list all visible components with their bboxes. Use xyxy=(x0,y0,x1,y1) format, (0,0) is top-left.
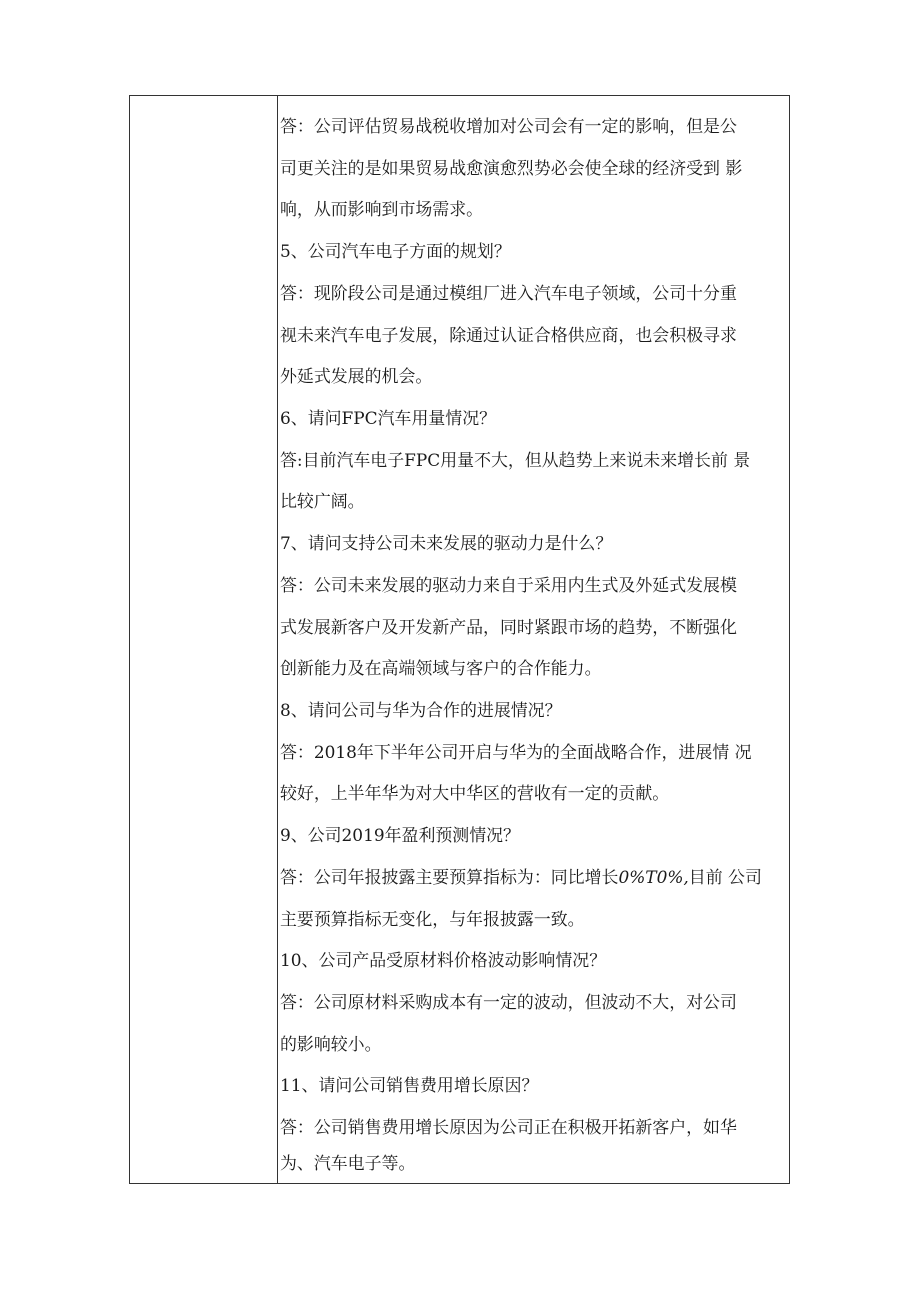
answer-9-line-2: 主要预算指标无变化，与年报披露一致。 xyxy=(280,909,585,929)
answer-9-range: 0%T0%, xyxy=(618,867,689,887)
text-line: 为、汽车电子等。 xyxy=(280,1153,416,1173)
text-line: 比较广阔。 xyxy=(280,491,365,511)
text-line: 式发展新客户及开发新产品，同时紧跟市场的趋势，不断强化 xyxy=(280,617,737,637)
question-7: 7、请问支持公司未来发展的驱动力是什么？ xyxy=(280,533,613,553)
table-right-column xyxy=(278,96,789,1183)
text-line: 答：2018年下半年公司开启与华为的全面战略合作，进展情 况 xyxy=(280,742,752,762)
question-9: 9、公司2019年盈利预测情况？ xyxy=(280,825,520,845)
text-line: 外延式发展的机会。 xyxy=(280,366,433,386)
text-line: 答：公司销售费用增长原因为公司正在积极开拓新客户，如华 xyxy=(280,1117,737,1137)
question-5: 5、公司汽车电子方面的规划？ xyxy=(280,241,511,261)
question-6: 6、请问FPC汽车用量情况？ xyxy=(280,408,497,428)
text-line: 司更关注的是如果贸易战愈演愈烈势必会使全球的经济受到 影 xyxy=(280,158,743,178)
question-8: 8、请问公司与华为合作的进展情况？ xyxy=(280,700,562,720)
text-line: 视未来汽车电子发展，除通过认证合格供应商，也会积极寻求 xyxy=(280,325,737,345)
text-line: 答：公司未来发展的驱动力来自于采用内生式及外延式发展模 xyxy=(280,575,737,595)
question-10: 10、公司产品受原材料价格波动影响情况？ xyxy=(280,950,607,970)
text-line: 响，从而影响到市场需求。 xyxy=(280,199,484,219)
text-line: 创新能力及在高端领域与客户的合作能力。 xyxy=(280,658,602,678)
text-line: 答：公司原材料采购成本有一定的波动，但波动不大，对公司 xyxy=(280,992,737,1012)
answer-9-suffix: 目前 公司 xyxy=(688,867,762,887)
document-table xyxy=(129,95,790,1184)
text-line: 答:目前汽车电子FPC用量不大，但从趋势上来说未来增长前 景 xyxy=(280,450,751,470)
answer-9-line-1 xyxy=(280,865,789,889)
table-left-column xyxy=(130,96,278,1183)
text-line: 的影响较小。 xyxy=(280,1034,382,1054)
text-line: 较好，上半年华为对大中华区的营收有一定的贡献。 xyxy=(280,783,670,803)
text-line: 答：现阶段公司是通过模组厂进入汽车电子领域，公司十分重 xyxy=(280,283,737,303)
text-line: 答：公司评估贸易战税收增加对公司会有一定的影响，但是公 xyxy=(280,116,737,136)
question-11: 11、请问公司销售费用增长原因？ xyxy=(280,1075,539,1095)
answer-9-prefix: 答：公司年报披露主要预算指标为：同比增长 xyxy=(280,867,619,887)
